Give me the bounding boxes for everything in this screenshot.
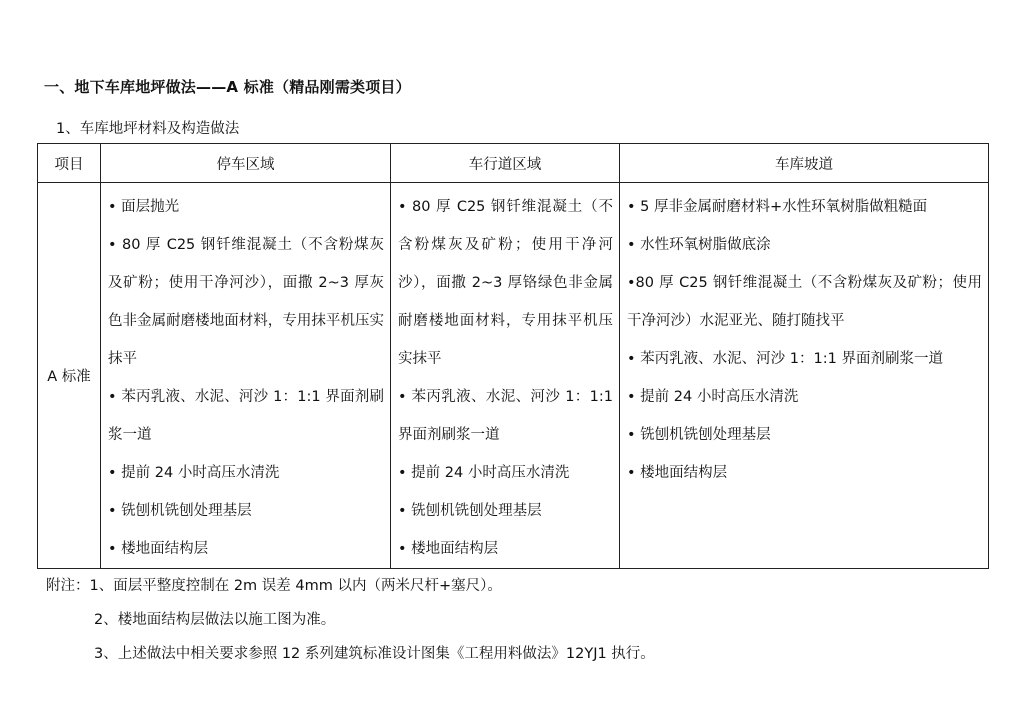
note-line — [46, 603, 655, 637]
list-item: • 苯丙乳液、水泥、河沙 1：1:1 界面剂刷浆一道 — [398, 389, 613, 443]
subsection-heading: 1、车库地坪材料及构造做法 — [56, 121, 240, 137]
list-item: • 苯丙乳液、水泥、河沙 1：1:1 界面剂刷浆一道 — [627, 351, 943, 367]
list-item: • 铣刨机铣刨处理基层 — [627, 427, 771, 443]
list-item: • 提前 24 小时高压水清洗 — [108, 465, 280, 481]
row-label-a-standard: A 标准 — [38, 183, 101, 569]
note-text: 1、面层平整度控制在 2m 误差 4mm 以内（两米尺杆+塞尺）。 — [89, 578, 502, 594]
note-text: 3、上述做法中相关要求参照 12 系列建筑标准设计图集《工程用料做法》12YJ1 执行。 — [94, 646, 655, 662]
list-item: • 水性环氧树脂做底涂 — [627, 237, 771, 253]
list-item: • 铣刨机铣刨处理基层 — [398, 503, 542, 519]
garage-ramp-cell — [620, 183, 989, 569]
list-item: • 提前 24 小时高压水清洗 — [627, 389, 799, 405]
note-line — [46, 569, 655, 603]
section-heading: 一、地下车库地坪做法——A 标准（精品刚需类项目） — [44, 78, 411, 96]
list-item: • 楼地面结构层 — [108, 541, 209, 557]
notes-prefix: 附注： — [46, 578, 90, 594]
list-item: •80 厚 C25 钢钎维混凝土（不含粉煤灰及矿粉；使用干净河沙）水泥亚光、随打随找平 — [627, 275, 982, 329]
list-item: • 苯丙乳液、水泥、河沙 1：1:1 界面剂刷浆一道 — [108, 389, 384, 443]
parking-area-cell — [101, 183, 391, 569]
list-item: • 提前 24 小时高压水清洗 — [398, 465, 570, 481]
note-text: 2、楼地面结构层做法以施工图为准。 — [94, 612, 336, 628]
notes-section — [46, 569, 655, 671]
list-item: • 80 厚 C25 钢钎维混凝土（不含粉煤灰及矿粉；使用干净河沙），面撒 2~3 厚灰色非金属耐磨楼地面材料，专用抹平机压实抹平 — [108, 237, 384, 367]
list-item: • 楼地面结构层 — [398, 541, 499, 557]
list-item: • 80 厚 C25 钢钎维混凝土（不含粉煤灰及矿粉；使用干净河沙），面撒 2~3 厚铬绿色非金属耐磨楼地面材料，专用抹平机压实抹平 — [398, 199, 613, 367]
driveway-area-cell — [391, 183, 620, 569]
list-item: • 铣刨机铣刨处理基层 — [108, 503, 252, 519]
flooring-spec-table — [37, 143, 989, 569]
table-row — [38, 183, 989, 569]
note-line — [46, 637, 655, 671]
table-header-row — [38, 144, 989, 183]
header-item: 项目 — [38, 144, 101, 183]
header-parking-area: 停车区域 — [101, 144, 391, 183]
header-garage-ramp: 车库坡道 — [620, 144, 989, 183]
header-driveway-area: 车行道区域 — [391, 144, 620, 183]
list-item: • 楼地面结构层 — [627, 465, 728, 481]
list-item: • 面层抛光 — [108, 199, 180, 215]
list-item: • 5 厚非金属耐磨材料+水性环氧树脂做粗糙面 — [627, 199, 928, 215]
